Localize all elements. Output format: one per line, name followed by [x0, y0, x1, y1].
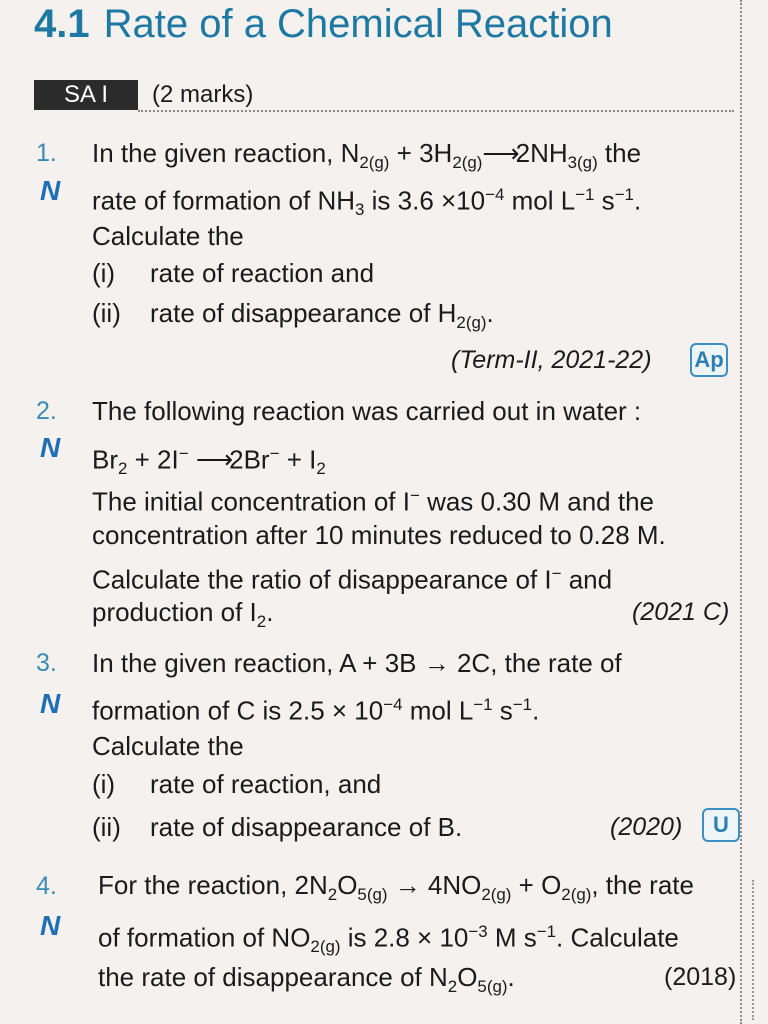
source-citation: (Term-II, 2021-22) [451, 346, 652, 374]
question-number: 1. [36, 139, 57, 167]
difficulty-badge: U [702, 808, 740, 842]
question-text-line: formation of C is $2.5 \times 10^{-4}$ mol $L^{-1}$ $s^{-1}$. [92, 695, 540, 726]
page-edge-dotted-line-2 [752, 880, 754, 1020]
page-edge-dotted-line [740, 0, 742, 1024]
sub-question: (ii) rate of disappearance of $H_{2(g)}$. [92, 298, 494, 332]
question-text-line: production of $I_2$. [92, 597, 274, 631]
handwritten-n-mark: N [40, 910, 61, 941]
question-text-line: rate of formation of $NH_3$ is $3.6 \times 10^{-4}$ mol $L^{-1}$ $s^{-1}$. [92, 185, 642, 220]
source-citation: (2021 C) [632, 598, 730, 626]
sub-question: (ii) rate of disappearance of B. [92, 812, 463, 842]
question-text-line: For the reaction, $2N_2O_{5(g)} \to 4NO_{2(g)} + O_{2(g)}$, the rate [98, 870, 694, 904]
question-text-line: The following reaction was carried out in water : [92, 396, 642, 426]
marks-label: (2 marks) [152, 81, 254, 108]
question-text-line: concentration after 10 minutes reduced to 0.28 M. [92, 520, 666, 550]
sub-question: (i) rate of reaction and [92, 258, 375, 288]
question-text-line: the rate of disappearance of $N_2O_{5(g)}$. [98, 962, 515, 996]
question-text-line: The initial concentration of I− was 0.30 M and the [92, 486, 654, 517]
marks-header [34, 80, 734, 114]
source-citation: (2018) [664, 963, 737, 991]
question-text-line: Calculate the [92, 221, 244, 251]
question-number: 4. [36, 872, 57, 900]
source-citation: (2020) [610, 813, 683, 841]
question-text-line: In the given reaction, A + 3B → 2C, the rate of [92, 648, 622, 678]
section-title-text: Rate of a Chemical Reaction [103, 2, 613, 46]
handwritten-n-mark: N [40, 688, 61, 719]
sub-question: (i) rate of reaction, and [92, 769, 382, 799]
question-text-line: of formation of $NO_{2(g)}$ is $2.8 \times 10^{-3}$ M $s^{-1}$. Calculate [98, 922, 679, 957]
question-text-line: In the given reaction, $N_{2(g)}$ + $3H_{2(g)}⟶2NH_{3(g)}$ the [92, 138, 642, 172]
dotted-rule [138, 110, 734, 112]
difficulty-badge: Ap [690, 343, 728, 377]
reaction-equation: $Br_2 + 2I^-$ ⟶2Br− + $I_2$ [92, 444, 326, 479]
sa-badge: SA I [34, 80, 138, 110]
question-text-line: Calculate the ratio of disappearance of I− and [92, 564, 613, 595]
section-number: 4.1 [34, 2, 90, 46]
section-title [34, 2, 613, 47]
question-text-line: Calculate the [92, 731, 244, 761]
question-number: 3. [36, 649, 57, 677]
handwritten-n-mark: N [40, 432, 61, 463]
handwritten-n-mark: N [40, 175, 61, 206]
question-number: 2. [36, 397, 57, 425]
